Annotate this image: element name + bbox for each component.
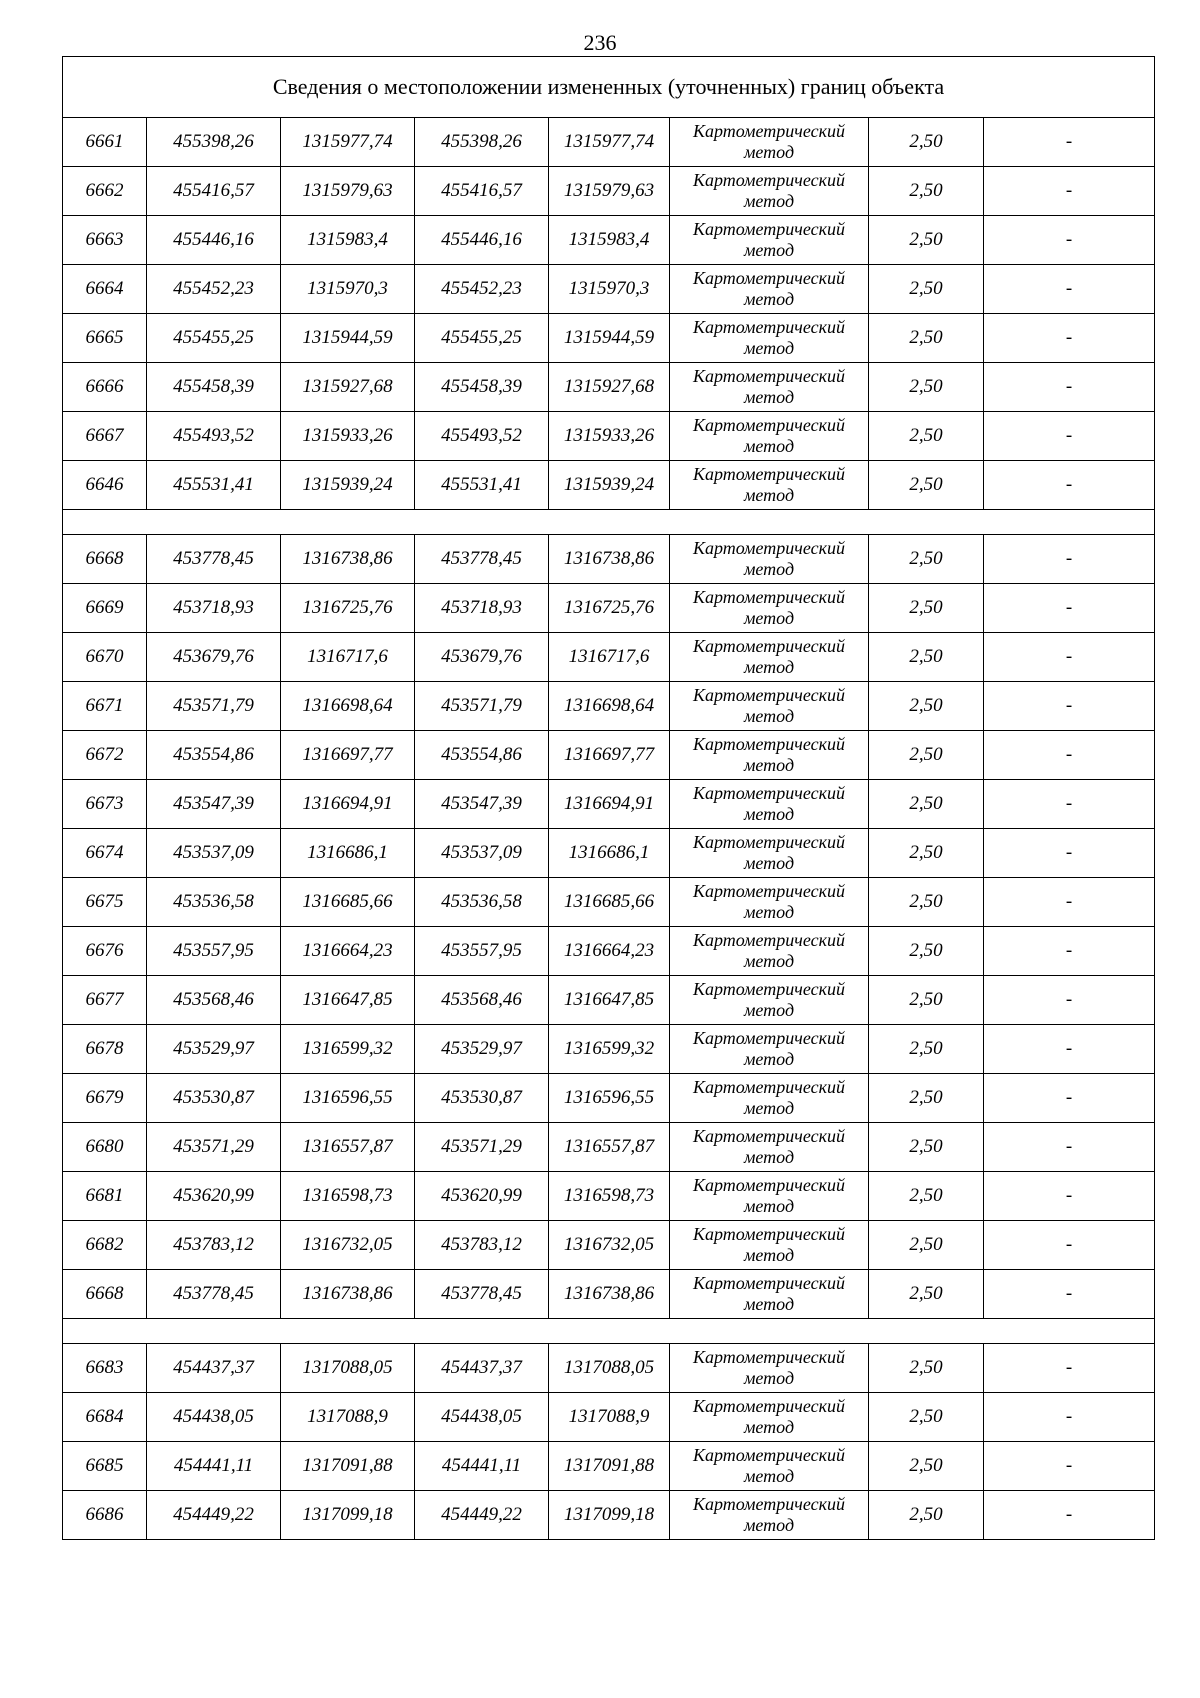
table-row: [63, 878, 1155, 927]
note-cell: -: [984, 1172, 1155, 1221]
existing-x-cell: 453557,95: [147, 927, 281, 976]
existing-y-cell: 1315939,24: [281, 461, 415, 510]
accuracy-cell: 2,50: [869, 1123, 984, 1172]
accuracy-cell: 2,50: [869, 829, 984, 878]
table-row: [63, 265, 1155, 314]
method-cell: Картометрический метод: [670, 535, 869, 584]
note-cell: -: [984, 731, 1155, 780]
refined-x-cell: 453568,46: [415, 976, 549, 1025]
note-cell: -: [984, 412, 1155, 461]
note-cell: -: [984, 780, 1155, 829]
accuracy-cell: 2,50: [869, 461, 984, 510]
refined-y-cell: 1316694,91: [549, 780, 670, 829]
existing-x-cell: 453529,97: [147, 1025, 281, 1074]
existing-x-cell: 455446,16: [147, 216, 281, 265]
table-row: [63, 633, 1155, 682]
table-row: [63, 1270, 1155, 1319]
existing-y-cell: 1316647,85: [281, 976, 415, 1025]
refined-x-cell: 455446,16: [415, 216, 549, 265]
point-number-cell: 6671: [63, 682, 147, 731]
refined-y-cell: 1315933,26: [549, 412, 670, 461]
existing-y-cell: 1317088,05: [281, 1344, 415, 1393]
point-number-cell: 6662: [63, 167, 147, 216]
method-cell: Картометрический метод: [670, 1025, 869, 1074]
note-cell: -: [984, 829, 1155, 878]
existing-y-cell: 1317099,18: [281, 1491, 415, 1540]
existing-y-cell: 1317091,88: [281, 1442, 415, 1491]
refined-x-cell: 453557,95: [415, 927, 549, 976]
existing-y-cell: 1316717,6: [281, 633, 415, 682]
point-number-cell: 6663: [63, 216, 147, 265]
note-cell: -: [984, 1270, 1155, 1319]
refined-y-cell: 1316725,76: [549, 584, 670, 633]
table-body: [63, 118, 1155, 1540]
table-row: [63, 216, 1155, 265]
existing-x-cell: 453571,29: [147, 1123, 281, 1172]
method-cell: Картометрический метод: [670, 878, 869, 927]
accuracy-cell: 2,50: [869, 584, 984, 633]
note-cell: -: [984, 1123, 1155, 1172]
note-cell: -: [984, 1344, 1155, 1393]
existing-x-cell: 455531,41: [147, 461, 281, 510]
existing-y-cell: 1316697,77: [281, 731, 415, 780]
existing-x-cell: 454438,05: [147, 1393, 281, 1442]
page-number: 236: [583, 30, 617, 55]
existing-y-cell: 1316694,91: [281, 780, 415, 829]
point-number-cell: 6668: [63, 1270, 147, 1319]
point-number-cell: 6664: [63, 265, 147, 314]
note-cell: -: [984, 1393, 1155, 1442]
table-row: [63, 314, 1155, 363]
accuracy-cell: 2,50: [869, 731, 984, 780]
table-title: Сведения о местоположении измененных (уточненных) границ объекта: [63, 57, 1155, 118]
existing-y-cell: 1316738,86: [281, 535, 415, 584]
refined-y-cell: 1317091,88: [549, 1442, 670, 1491]
separator-cell: [63, 510, 1155, 535]
refined-x-cell: 454437,37: [415, 1344, 549, 1393]
method-cell: Картометрический метод: [670, 927, 869, 976]
method-cell: Картометрический метод: [670, 1393, 869, 1442]
table-row: [63, 1123, 1155, 1172]
accuracy-cell: 2,50: [869, 1172, 984, 1221]
existing-x-cell: 453778,45: [147, 1270, 281, 1319]
table-row: [63, 682, 1155, 731]
accuracy-cell: 2,50: [869, 412, 984, 461]
refined-x-cell: 454438,05: [415, 1393, 549, 1442]
point-number-cell: 6678: [63, 1025, 147, 1074]
existing-y-cell: 1315944,59: [281, 314, 415, 363]
existing-x-cell: 453718,93: [147, 584, 281, 633]
table-row: [63, 780, 1155, 829]
point-number-cell: 6668: [63, 535, 147, 584]
point-number-cell: 6681: [63, 1172, 147, 1221]
refined-x-cell: 454449,22: [415, 1491, 549, 1540]
accuracy-cell: 2,50: [869, 682, 984, 731]
table-row: [63, 1393, 1155, 1442]
refined-y-cell: 1316717,6: [549, 633, 670, 682]
method-cell: Картометрический метод: [670, 1491, 869, 1540]
method-cell: Картометрический метод: [670, 1074, 869, 1123]
refined-x-cell: 453778,45: [415, 1270, 549, 1319]
note-cell: -: [984, 878, 1155, 927]
method-cell: Картометрический метод: [670, 584, 869, 633]
refined-x-cell: 453783,12: [415, 1221, 549, 1270]
refined-y-cell: 1315979,63: [549, 167, 670, 216]
note-cell: -: [984, 265, 1155, 314]
accuracy-cell: 2,50: [869, 633, 984, 682]
refined-y-cell: 1315970,3: [549, 265, 670, 314]
point-number-cell: 6685: [63, 1442, 147, 1491]
method-cell: Картометрический метод: [670, 1172, 869, 1221]
existing-y-cell: 1315933,26: [281, 412, 415, 461]
existing-x-cell: 453783,12: [147, 1221, 281, 1270]
method-cell: Картометрический метод: [670, 1270, 869, 1319]
refined-y-cell: 1317088,9: [549, 1393, 670, 1442]
accuracy-cell: 2,50: [869, 314, 984, 363]
existing-x-cell: 453530,87: [147, 1074, 281, 1123]
accuracy-cell: 2,50: [869, 265, 984, 314]
point-number-cell: 6675: [63, 878, 147, 927]
existing-x-cell: 453554,86: [147, 731, 281, 780]
accuracy-cell: 2,50: [869, 1442, 984, 1491]
existing-y-cell: 1315983,4: [281, 216, 415, 265]
refined-x-cell: 455531,41: [415, 461, 549, 510]
existing-y-cell: 1315927,68: [281, 363, 415, 412]
refined-y-cell: 1315977,74: [549, 118, 670, 167]
existing-x-cell: 453571,79: [147, 682, 281, 731]
accuracy-cell: 2,50: [869, 1344, 984, 1393]
refined-x-cell: 453679,76: [415, 633, 549, 682]
method-cell: Картометрический метод: [670, 1221, 869, 1270]
group-separator-row: [63, 510, 1155, 535]
existing-y-cell: 1316664,23: [281, 927, 415, 976]
table-row: [63, 1221, 1155, 1270]
refined-y-cell: 1315939,24: [549, 461, 670, 510]
existing-x-cell: 455493,52: [147, 412, 281, 461]
refined-y-cell: 1317088,05: [549, 1344, 670, 1393]
refined-y-cell: 1316686,1: [549, 829, 670, 878]
refined-y-cell: 1316557,87: [549, 1123, 670, 1172]
existing-y-cell: 1316686,1: [281, 829, 415, 878]
refined-y-cell: 1316697,77: [549, 731, 670, 780]
refined-x-cell: 455493,52: [415, 412, 549, 461]
accuracy-cell: 2,50: [869, 1025, 984, 1074]
existing-y-cell: 1315979,63: [281, 167, 415, 216]
refined-y-cell: 1315927,68: [549, 363, 670, 412]
accuracy-cell: 2,50: [869, 927, 984, 976]
method-cell: Картометрический метод: [670, 265, 869, 314]
point-number-cell: 6666: [63, 363, 147, 412]
accuracy-cell: 2,50: [869, 780, 984, 829]
method-cell: Картометрический метод: [670, 118, 869, 167]
refined-y-cell: 1316664,23: [549, 927, 670, 976]
refined-x-cell: 453554,86: [415, 731, 549, 780]
existing-x-cell: 454449,22: [147, 1491, 281, 1540]
refined-x-cell: 453718,93: [415, 584, 549, 633]
note-cell: -: [984, 1221, 1155, 1270]
point-number-cell: 6667: [63, 412, 147, 461]
existing-y-cell: 1316599,32: [281, 1025, 415, 1074]
method-cell: Картометрический метод: [670, 1442, 869, 1491]
point-number-cell: 6674: [63, 829, 147, 878]
existing-x-cell: 455452,23: [147, 265, 281, 314]
method-cell: Картометрический метод: [670, 780, 869, 829]
note-cell: -: [984, 1491, 1155, 1540]
refined-y-cell: 1316599,32: [549, 1025, 670, 1074]
point-number-cell: 6684: [63, 1393, 147, 1442]
existing-x-cell: 453620,99: [147, 1172, 281, 1221]
group-separator-row: [63, 1319, 1155, 1344]
method-cell: Картометрический метод: [670, 167, 869, 216]
table-row: [63, 927, 1155, 976]
note-cell: -: [984, 461, 1155, 510]
refined-x-cell: 453536,58: [415, 878, 549, 927]
note-cell: -: [984, 682, 1155, 731]
existing-x-cell: 455398,26: [147, 118, 281, 167]
existing-x-cell: 454441,11: [147, 1442, 281, 1491]
accuracy-cell: 2,50: [869, 976, 984, 1025]
point-number-cell: 6683: [63, 1344, 147, 1393]
point-number-cell: 6670: [63, 633, 147, 682]
method-cell: Картометрический метод: [670, 633, 869, 682]
existing-x-cell: 455416,57: [147, 167, 281, 216]
accuracy-cell: 2,50: [869, 1221, 984, 1270]
accuracy-cell: 2,50: [869, 118, 984, 167]
refined-x-cell: 453529,97: [415, 1025, 549, 1074]
method-cell: Картометрический метод: [670, 216, 869, 265]
method-cell: Картометрический метод: [670, 1344, 869, 1393]
point-number-cell: 6680: [63, 1123, 147, 1172]
note-cell: -: [984, 927, 1155, 976]
accuracy-cell: 2,50: [869, 216, 984, 265]
note-cell: -: [984, 314, 1155, 363]
method-cell: Картометрический метод: [670, 976, 869, 1025]
refined-y-cell: 1316738,86: [549, 535, 670, 584]
note-cell: -: [984, 1074, 1155, 1123]
method-cell: Картометрический метод: [670, 461, 869, 510]
table-row: [63, 1442, 1155, 1491]
existing-y-cell: 1315970,3: [281, 265, 415, 314]
note-cell: -: [984, 118, 1155, 167]
existing-x-cell: 455455,25: [147, 314, 281, 363]
existing-y-cell: 1316698,64: [281, 682, 415, 731]
table-row: [63, 412, 1155, 461]
refined-y-cell: 1316685,66: [549, 878, 670, 927]
existing-y-cell: 1316732,05: [281, 1221, 415, 1270]
refined-x-cell: 453620,99: [415, 1172, 549, 1221]
note-cell: -: [984, 584, 1155, 633]
method-cell: Картометрический метод: [670, 731, 869, 780]
table-row: [63, 363, 1155, 412]
table-row: [63, 584, 1155, 633]
refined-x-cell: 453530,87: [415, 1074, 549, 1123]
refined-y-cell: 1316647,85: [549, 976, 670, 1025]
note-cell: -: [984, 976, 1155, 1025]
accuracy-cell: 2,50: [869, 878, 984, 927]
method-cell: Картометрический метод: [670, 829, 869, 878]
accuracy-cell: 2,50: [869, 1270, 984, 1319]
method-cell: Картометрический метод: [670, 682, 869, 731]
point-number-cell: 6669: [63, 584, 147, 633]
refined-x-cell: 455398,26: [415, 118, 549, 167]
existing-y-cell: 1316557,87: [281, 1123, 415, 1172]
note-cell: -: [984, 633, 1155, 682]
existing-y-cell: 1317088,9: [281, 1393, 415, 1442]
note-cell: -: [984, 1025, 1155, 1074]
refined-y-cell: 1316596,55: [549, 1074, 670, 1123]
table-row: [63, 1172, 1155, 1221]
refined-x-cell: 453778,45: [415, 535, 549, 584]
accuracy-cell: 2,50: [869, 363, 984, 412]
point-number-cell: 6646: [63, 461, 147, 510]
refined-y-cell: 1315944,59: [549, 314, 670, 363]
existing-x-cell: 453778,45: [147, 535, 281, 584]
point-number-cell: 6679: [63, 1074, 147, 1123]
separator-cell: [63, 1319, 1155, 1344]
point-number-cell: 6673: [63, 780, 147, 829]
existing-y-cell: 1316685,66: [281, 878, 415, 927]
accuracy-cell: 2,50: [869, 167, 984, 216]
existing-x-cell: 453547,39: [147, 780, 281, 829]
refined-x-cell: 455416,57: [415, 167, 549, 216]
point-number-cell: 6672: [63, 731, 147, 780]
refined-x-cell: 455458,39: [415, 363, 549, 412]
refined-y-cell: 1316738,86: [549, 1270, 670, 1319]
accuracy-cell: 2,50: [869, 1491, 984, 1540]
accuracy-cell: 2,50: [869, 1393, 984, 1442]
point-number-cell: 6661: [63, 118, 147, 167]
boundary-coordinates-table: [62, 56, 1155, 1540]
refined-x-cell: 453571,79: [415, 682, 549, 731]
existing-y-cell: 1315977,74: [281, 118, 415, 167]
existing-x-cell: 453536,58: [147, 878, 281, 927]
method-cell: Картометрический метод: [670, 412, 869, 461]
table-row: [63, 118, 1155, 167]
refined-y-cell: 1316698,64: [549, 682, 670, 731]
refined-x-cell: 454441,11: [415, 1442, 549, 1491]
refined-x-cell: 453571,29: [415, 1123, 549, 1172]
table-row: [63, 1074, 1155, 1123]
table-row: [63, 1491, 1155, 1540]
refined-x-cell: 453537,09: [415, 829, 549, 878]
refined-y-cell: 1316732,05: [549, 1221, 670, 1270]
note-cell: -: [984, 167, 1155, 216]
table-row: [63, 1025, 1155, 1074]
accuracy-cell: 2,50: [869, 1074, 984, 1123]
refined-x-cell: 455455,25: [415, 314, 549, 363]
refined-x-cell: 455452,23: [415, 265, 549, 314]
note-cell: -: [984, 216, 1155, 265]
note-cell: -: [984, 363, 1155, 412]
existing-x-cell: 455458,39: [147, 363, 281, 412]
existing-x-cell: 453568,46: [147, 976, 281, 1025]
existing-y-cell: 1316598,73: [281, 1172, 415, 1221]
table-row: [63, 731, 1155, 780]
existing-y-cell: 1316596,55: [281, 1074, 415, 1123]
note-cell: -: [984, 535, 1155, 584]
point-number-cell: 6665: [63, 314, 147, 363]
method-cell: Картометрический метод: [670, 1123, 869, 1172]
refined-y-cell: 1317099,18: [549, 1491, 670, 1540]
refined-y-cell: 1316598,73: [549, 1172, 670, 1221]
note-cell: -: [984, 1442, 1155, 1491]
point-number-cell: 6682: [63, 1221, 147, 1270]
existing-x-cell: 454437,37: [147, 1344, 281, 1393]
method-cell: Картометрический метод: [670, 314, 869, 363]
table-row: [63, 167, 1155, 216]
method-cell: Картометрический метод: [670, 363, 869, 412]
existing-x-cell: 453537,09: [147, 829, 281, 878]
table-row: [63, 829, 1155, 878]
existing-y-cell: 1316738,86: [281, 1270, 415, 1319]
point-number-cell: 6676: [63, 927, 147, 976]
point-number-cell: 6686: [63, 1491, 147, 1540]
point-number-cell: 6677: [63, 976, 147, 1025]
table-row: [63, 535, 1155, 584]
existing-y-cell: 1316725,76: [281, 584, 415, 633]
accuracy-cell: 2,50: [869, 535, 984, 584]
table-row: [63, 1344, 1155, 1393]
table-row: [63, 461, 1155, 510]
refined-y-cell: 1315983,4: [549, 216, 670, 265]
table-row: [63, 976, 1155, 1025]
refined-x-cell: 453547,39: [415, 780, 549, 829]
existing-x-cell: 453679,76: [147, 633, 281, 682]
